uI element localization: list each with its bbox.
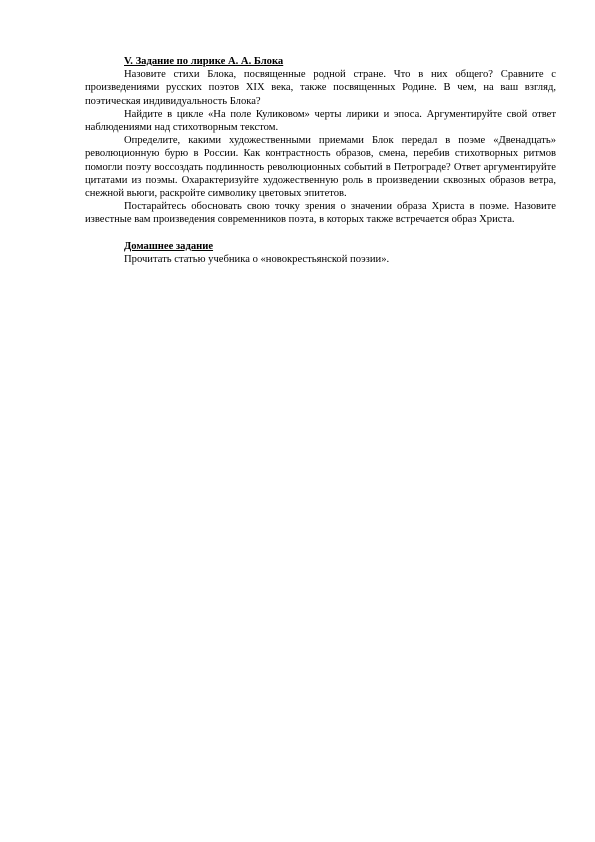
paragraph-christ-image: Постарайтесь обосновать свою точку зрения о значении образа Христа в поэме. Назовите известные вам произведения современников поэта, в которых также встречается образ Христа. <box>85 201 556 226</box>
paragraph-kulikovo: Найдите в цикле «На поле Куликовом» черты лирики и эпоса. Аргументируйте свой ответ наблюдениями над стихотворным текстом. <box>85 108 556 134</box>
paragraph-spacer <box>85 227 556 240</box>
paragraph-twelve: Определите, какими художественными приемами Блок передал в поэме «Двенадцать» революционную бурю в России. Как контрастность образов, смена, перебив стихотворных ритмов помогли поэту воссоздать подлинность революционных событий в Петрограде? Ответ аргументируйте цитатами из поэмы. Охарактеризуйте художественную роль в произведении сквозных образов ветра, снежной вьюги, раскройте символику цветовых эпитетов. <box>85 135 556 200</box>
paragraph-block-poems: Назовите стихи Блока, посвященные родной стране. Что в них общего? Сравните с произведениями русских поэтов XIX века, также посвященных Родине. В чем, на ваш взгляд, поэтическая индивидуальность Блока? <box>85 69 556 107</box>
section-heading: V. Задание по лирике А. А. Блока <box>124 56 284 67</box>
homework-text: Прочитать статью учебника о «новокрестьянской поэзии». <box>124 253 390 265</box>
homework-heading: Домашнее задание <box>124 240 214 252</box>
document-page <box>85 55 556 266</box>
